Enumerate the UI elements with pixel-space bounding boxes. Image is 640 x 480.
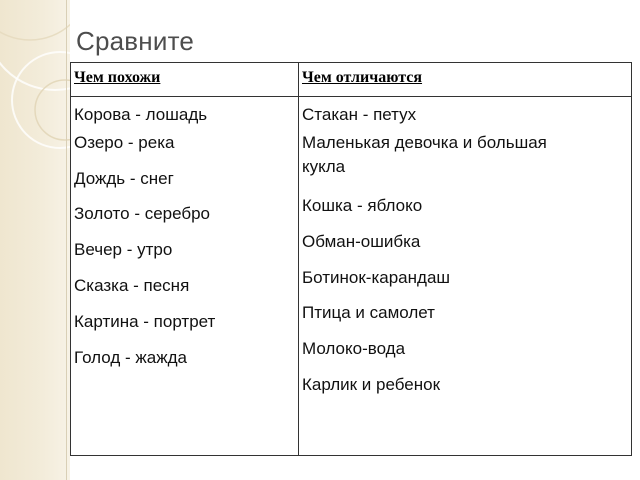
header-similar: Чем похожи bbox=[74, 69, 161, 86]
list-item: Картина - портрет bbox=[74, 312, 216, 331]
page-title: Сравните bbox=[76, 26, 195, 56]
list-item: Голод - жажда bbox=[74, 348, 187, 367]
comparison-table bbox=[70, 62, 632, 456]
list-item: Обман-ошибка bbox=[302, 232, 421, 251]
list-item: Дождь - снег bbox=[74, 169, 174, 188]
list-item: Молоко-вода bbox=[302, 339, 406, 358]
list-item: Кошка - яблоко bbox=[302, 196, 423, 215]
list-item: кукла bbox=[302, 157, 346, 176]
list-item: Птица и самолет bbox=[302, 303, 435, 322]
column-divider bbox=[298, 63, 299, 455]
side-divider bbox=[66, 0, 67, 480]
list-item: Ботинок-карандаш bbox=[302, 268, 451, 287]
list-item: Сказка - песня bbox=[74, 276, 190, 295]
list-item: Озеро - река bbox=[74, 133, 175, 152]
list-item: Золото - серебро bbox=[74, 204, 211, 223]
list-item: Маленькая девочка и большая bbox=[302, 133, 547, 152]
decorative-side-strip bbox=[0, 0, 70, 480]
list-item: Вечер - утро bbox=[74, 240, 173, 259]
list-item: Стакан - петух bbox=[302, 105, 417, 124]
list-item: Карлик и ребенок bbox=[302, 375, 441, 394]
list-item: Корова - лошадь bbox=[74, 105, 208, 124]
header-different: Чем отличаются bbox=[302, 69, 423, 86]
decorative-circles bbox=[0, 0, 70, 480]
